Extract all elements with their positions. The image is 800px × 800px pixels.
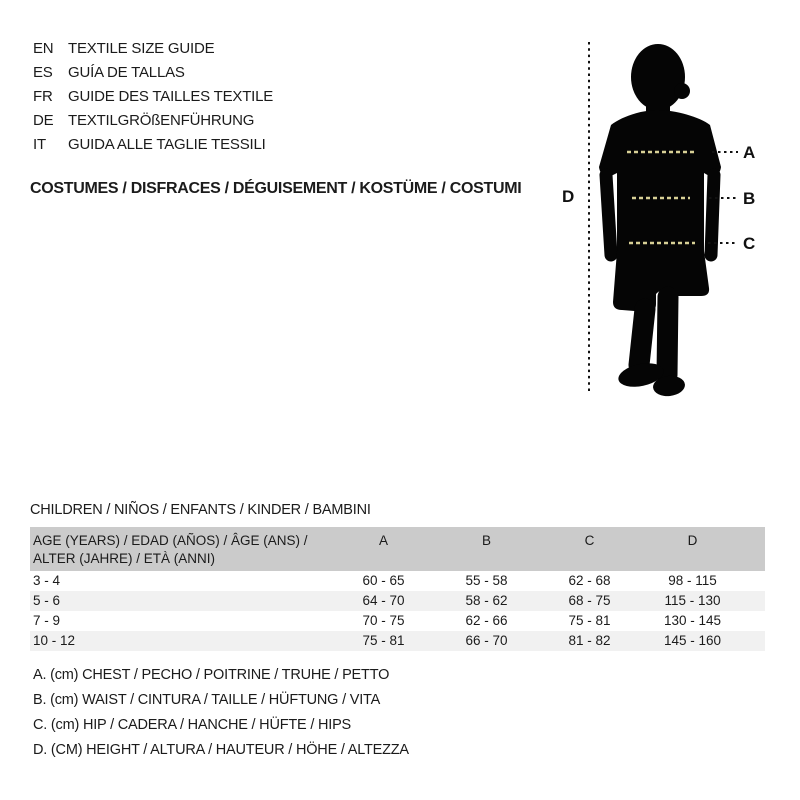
column-header-a: A xyxy=(378,533,388,548)
language-code: ES xyxy=(33,64,53,81)
height-cell: 98 - 115 xyxy=(668,573,717,588)
category-heading: COSTUMES / DISFRACES / DÉGUISEMENT / KOSTÜME / COSTUMI xyxy=(30,180,522,197)
child-silhouette-icon xyxy=(599,44,721,398)
age-cell: 10 - 12 xyxy=(33,633,76,648)
table-row xyxy=(30,611,765,631)
waist-cell: 62 - 66 xyxy=(465,613,508,628)
language-row xyxy=(33,85,273,109)
height-cell: 115 - 130 xyxy=(664,593,721,608)
legend-item-hip: C. (cm) HIP / CADERA / HANCHE / HÜFTE / HIPS xyxy=(33,717,352,733)
hip-label: C xyxy=(743,234,756,253)
language-code: DE xyxy=(33,112,54,129)
age-column-header xyxy=(30,532,332,571)
age-header-line2: ALTER (JAHRE) / ETÀ (ANNI) xyxy=(33,551,216,566)
language-title: GUIDE DES TAILLES TEXTILE xyxy=(68,88,274,105)
language-row xyxy=(33,37,273,61)
table-row xyxy=(30,591,765,611)
age-cell: 7 - 9 xyxy=(33,613,61,628)
chest-cell: 64 - 70 xyxy=(362,593,405,608)
height-label: D xyxy=(562,187,575,206)
age-header-line1: AGE (YEARS) / EDAD (AÑOS) / ÂGE (ANS) / xyxy=(33,533,308,548)
language-row xyxy=(33,133,273,157)
waist-cell: 58 - 62 xyxy=(465,593,508,608)
table-row xyxy=(30,631,765,651)
hip-cell: 68 - 75 xyxy=(568,593,611,608)
language-code: FR xyxy=(33,88,53,105)
chest-cell: 60 - 65 xyxy=(362,573,405,588)
waist-label: B xyxy=(743,189,756,208)
table-section-title: CHILDREN / NIÑOS / ENFANTS / KINDER / BAMBINI xyxy=(30,502,371,518)
height-cell: 130 - 145 xyxy=(663,613,722,628)
age-cell: 5 - 6 xyxy=(33,593,61,608)
language-row xyxy=(33,109,273,133)
hip-cell: 81 - 82 xyxy=(568,633,611,648)
measurement-figure xyxy=(555,25,785,405)
language-title: TEXTILGRÖßENFÜHRUNG xyxy=(68,112,255,129)
language-code: EN xyxy=(33,40,54,57)
chest-cell: 75 - 81 xyxy=(362,633,405,648)
language-title: TEXTILE SIZE GUIDE xyxy=(68,40,215,57)
column-header-d: D xyxy=(687,533,698,548)
table-header-row xyxy=(30,527,765,571)
language-title: GUÍA DE TALLAS xyxy=(68,64,185,81)
chest-label: A xyxy=(743,143,756,162)
child-measurement-diagram xyxy=(555,25,785,405)
hip-cell: 62 - 68 xyxy=(568,573,611,588)
language-row xyxy=(33,61,273,85)
language-code: IT xyxy=(33,136,46,153)
column-header-b: B xyxy=(481,533,491,548)
waist-cell: 55 - 58 xyxy=(465,573,508,588)
waist-cell: 66 - 70 xyxy=(465,633,508,648)
size-table xyxy=(30,527,765,651)
table-row xyxy=(30,571,765,591)
chest-cell: 70 - 75 xyxy=(362,613,405,628)
language-title: GUIDA ALLE TAGLIE TESSILI xyxy=(68,136,266,153)
language-list xyxy=(33,37,273,157)
legend-item-chest: A. (cm) CHEST / PECHO / POITRINE / TRUHE / PETTO xyxy=(33,667,390,683)
hip-cell: 75 - 81 xyxy=(568,613,611,628)
legend-item-waist: B. (cm) WAIST / CINTURA / TAILLE / HÜFTUNG / VITA xyxy=(33,692,381,708)
measurement-legend xyxy=(33,663,409,763)
age-cell: 3 - 4 xyxy=(33,573,61,588)
column-header-c: C xyxy=(584,533,595,548)
height-cell: 145 - 160 xyxy=(663,633,722,648)
legend-item-height: D. (CM) HEIGHT / ALTURA / HAUTEUR / HÖHE / ALTEZZA xyxy=(33,742,409,758)
